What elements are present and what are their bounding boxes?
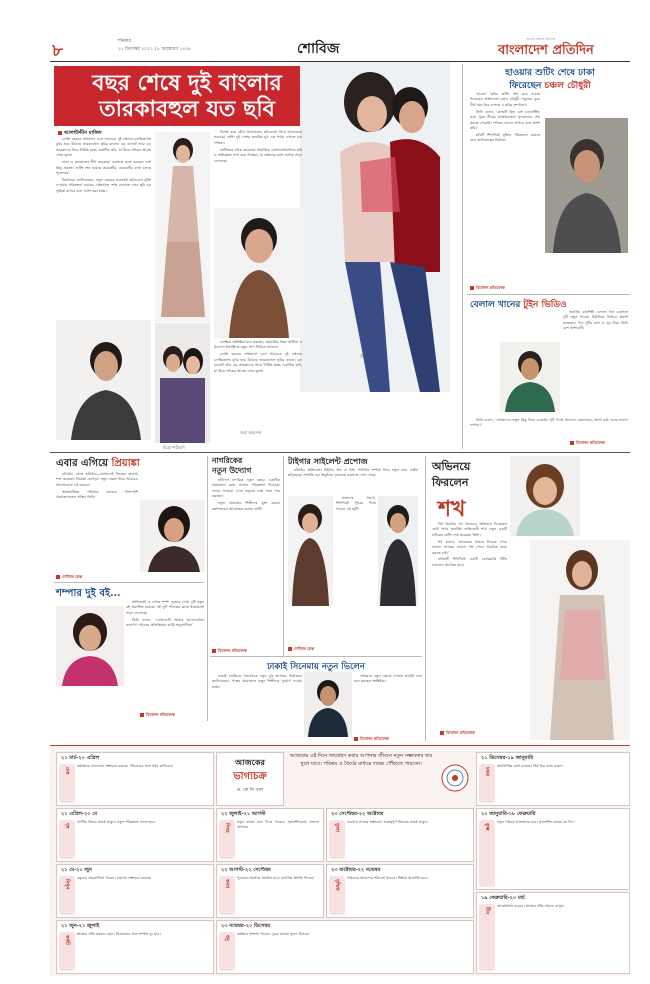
shokh-para: দীর্ঘ বিরতির পর আবারও অভিনয়ে ফিরেছেন ছোট পর্দার জনপ্রিয় অভিনেত্রী শখ। নতুন একটি নাটকের শুটিং শেষ করেছেন তিনি।	[432, 522, 507, 537]
sign-range: ২২ আগস্ট-২২ সেপ্টেম্বর	[221, 867, 271, 873]
sign-name: মীন	[479, 904, 495, 971]
sign-range: ২৩ নভেম্বর-২০ ডিসেম্বর	[221, 923, 271, 929]
bullet-icon	[570, 441, 574, 445]
dhaka-body-right	[354, 674, 422, 734]
horoscope-sign-virgo	[216, 864, 324, 918]
lead-para: চলতি বছরের শেষভাগে এসে আবারও দুই বাংলার চলচ্চিত্রাঙ্গন মুখর হয়ে উঠেছে তারকাবহুল ছবির কাজে। বড় বাজেট আর বড় তারকাদের নিয়ে নির্মিত হচ্ছে একাধিক ছবি, যা ঘিরে দর্শকের আগ্রহ এখন তুঙ্গে।	[56, 137, 151, 158]
natok-para: নতুন প্রজন্মের শিল্পীদের যুক্ত করতে কর্মশালারও আয়োজন করছে দলটি।	[212, 501, 280, 511]
sign-text: আর্থিক বিষয়ে সতর্ক থাকুন। নতুন পরিকল্পনা সফল হবে।	[77, 820, 156, 824]
hawa-para: ছবিটি শিগগিরই মুক্তির পরিকল্পনা রয়েছে বলে জানিয়েছেন নির্মাতা।	[470, 132, 540, 143]
natok-para: নাট্যদল নাগরিক নতুন বছরে একাধিক প্রযোজনা মঞ্চে আনার পরিকল্পনা নিয়েছে। দলের সদস্যরা এখন মহড়ায় ব্যস্ত সময় পার করছেন।	[212, 478, 280, 499]
horoscope-sign-aquarius	[476, 808, 630, 890]
sign-range: ২৩ সেপ্টেম্বর-২২ অক্টোবর	[331, 811, 384, 817]
belal-credit: বিনোদন প্রতিবেদক	[570, 440, 605, 447]
priyanka-para: বলিউড থেকে হলিউড—সবখানেই নিজের জায়গা শক্ত করেছেন প্রিয়াঙ্কা চোপড়া। নতুন প্রকল্প নিয়ে আবারও আলোচনায় এই তারকা।	[56, 472, 138, 487]
column-rule	[462, 64, 463, 449]
sign-text: পরিবারে আনন্দের পরিবেশ থাকবে। শিক্ষায় অগ্রগতি হবে।	[347, 876, 428, 880]
sign-range: ২১ মার্চ-২০ এপ্রিল	[61, 755, 100, 761]
sign-range: ২১ জুন-২১ জুলাই	[61, 923, 100, 929]
shokh-para: নাটকটি শিগগিরই একটি বেসরকারি টিভি চ্যানেলে প্রচারিত হবে।	[432, 557, 507, 567]
horoscope-sign-capricorn	[476, 752, 630, 806]
tiger-body-col	[336, 496, 376, 606]
priyanka-headline: এবার এগিয়ে প্রিয়াঙ্কা	[56, 458, 140, 469]
dhaka-credit: বিনোদন প্রতিবেদক	[354, 736, 389, 743]
lead-para: বিশেষ করে যৌথ প্রযোজনার ছবিগুলো নিয়ে আলোচনা সবচেয়ে বেশি। দুই দেশের জনপ্রিয় মুখ এক পর্দায় দেখতে চান দর্শকরা।	[214, 130, 302, 145]
lead-photo-couple	[300, 62, 450, 392]
belal-body	[563, 310, 628, 418]
page-number: ৮	[52, 41, 64, 61]
dhaka-para: দর্শকরাও নতুন চেহারা দেখতে আগ্রহী বলে মনে করছেন সংশ্লিষ্টরা।	[354, 674, 422, 684]
caption-dev: দেব	[262, 326, 268, 331]
dhaka-photo-villain	[304, 672, 352, 737]
shokh-photo-top	[510, 456, 580, 536]
lead-para: ঢাকা ও কলকাতার শীর্ষ তারকারা একসঙ্গে কাজ করছেন বেশ কিছু প্রকল্পে। শুটিং শেষ হয়েছে কয়েকটির, কয়েকটির কাজ চলছে পুরোদমে।	[56, 160, 151, 175]
lead-byline: আলাউদ্দীন মাজিদ	[58, 130, 102, 138]
lead-headline-box	[54, 66, 320, 126]
lead-headline-line1: বছর শেষে দুই বাংলার	[92, 70, 282, 96]
section-rule	[50, 452, 630, 453]
belal-headline-accent: টুইন ভিডিও	[523, 300, 567, 310]
section-rule	[210, 656, 422, 657]
section-title: শোবিজ	[297, 41, 340, 57]
bullet-icon	[212, 649, 216, 653]
shokh-para: শখ বলেন, ‘ক্যামেরার সামনে ফিরতে পেরে ভালো লাগছে। ভালো গল্প পেলে নিয়মিত কাজ করতে চাই।’	[432, 539, 507, 555]
sign-text: কর্মক্ষেত্রে সাফল্যের সম্ভাবনা রয়েছে। পরিবারের সঙ্গে সময় কাটাবেন।	[77, 764, 174, 768]
sign-text: নতুন কাজে হাত দিতে পারেন। সৃজনশীলতায় সাফল্য আসবে।	[237, 820, 319, 830]
hawa-para: ‘হাওয়া’ ছবির শুটিং শেষ করে ঢাকায় ফিরেছেন অভিনেতা চঞ্চল চৌধুরী। সমুদ্রের বুকে দীর্ঘ সময় ধরে চলেছে এ ছবির দৃশ্যধারণ।	[470, 92, 540, 107]
weekday: শনিবার	[118, 39, 131, 44]
tiger-para: ভক্তদের ধারণা, শিগগিরই সুখবর দিতে পারেন এই জুটি।	[336, 496, 376, 511]
bullet-icon	[440, 731, 444, 735]
sign-text: কর্মস্থলে প্রশংসা পাবেন। দূরের যাত্রায় সুফল মিলবে।	[237, 932, 310, 936]
caption-couple: মিমো-পরীমণি	[163, 445, 185, 450]
horoscope-intro: আজকের এই দিনে জন্মগ্রহণ করায় আপনার জীবনে নতুন সম্ভাবনার দ্বার খুলে যাবে। পরিশ্রম ও ধৈর্যের মাধ্যমে লক্ষ্যে পৌঁছাতে পারবেন।	[289, 753, 433, 767]
sign-range: ২১ ডিসেম্বর-১৯ জানুয়ারি	[481, 755, 534, 761]
priyanka-body	[56, 472, 138, 572]
hawa-name: চঞ্চল চৌধুরী	[544, 81, 591, 91]
sign-name: বৃশ্চিক	[329, 876, 345, 915]
caption-woman: জয়া আহসান	[240, 430, 262, 435]
hawa-body	[470, 92, 540, 282]
shokh-credit: বিনোদন প্রতিবেদক	[440, 730, 475, 737]
sign-name: তুলা	[329, 820, 345, 859]
sign-text: ব্যবসায় লাভের সম্ভাবনা। গুরুত্বপূর্ণ সিদ্ধান্তে সতর্ক থাকুন।	[347, 820, 428, 824]
sign-name: সিংহ	[219, 820, 235, 859]
lead-headline-line2: তারকাবহুল যত ছবি	[99, 96, 275, 122]
horoscope-sign-pisces	[476, 892, 630, 974]
section-rule	[54, 582, 204, 583]
lead-photo-woman-dress	[155, 132, 210, 322]
horoscope-author: ড. কে সি পাল	[237, 788, 263, 793]
shokh-body	[432, 522, 507, 712]
horoscope-sign-gemini	[56, 864, 214, 918]
tiger-credit: শোবিজ ডেস্ক	[288, 646, 314, 653]
lead-para: নির্মাতারা জানিয়েছেন, নতুন বছরের শুরুতেই ছবিগুলো মুক্তি দেওয়ার পরিকল্পনা রয়েছে। প্রেক্ষাগৃহে দর্শক ফেরাতে এসব ছবি বড় ভূমিকা রাখবে বলে আশা করা হচ্ছে।	[56, 177, 151, 193]
sign-text: আত্মবিশ্বাস বাড়বে। স্বাস্থ্যের প্রতি খেয়াল রাখুন।	[497, 904, 565, 908]
sign-range: ২২ জুলাই-২১ আগস্ট	[221, 811, 266, 817]
section-rule	[467, 294, 630, 295]
shampa-headline: শম্পার দুই বই...	[56, 588, 121, 599]
column-rule	[283, 456, 284, 656]
priyanka-para: আন্তর্জাতিক পরিসরে কাজের পাশাপাশি প্রযোজনাতেও সক্রিয় তিনি।	[56, 489, 138, 500]
lead-photo-couple-small	[155, 323, 210, 443]
bullet-icon	[354, 737, 358, 741]
sign-text: বন্ধুদের সহযোগিতা পাবেন। ভ্রমণের সম্ভাবনা রয়েছে।	[77, 876, 152, 880]
sign-name: বৃষ	[59, 820, 75, 859]
natok-credit: বিনোদন প্রতিবেদক	[212, 648, 247, 655]
column-rule	[425, 456, 426, 741]
horoscope-sign-libra	[326, 808, 474, 862]
priyanka-credit: শোবিজ ডেস্ক	[56, 574, 82, 581]
shokh-photo-full	[530, 540, 630, 740]
bullet-icon	[470, 286, 474, 290]
column-rule	[207, 456, 208, 721]
dhaka-body-left	[212, 674, 302, 734]
lead-photo-dev	[214, 208, 304, 338]
sign-name: মেষ	[59, 764, 75, 803]
shokh-name: শখ	[438, 496, 466, 522]
zodiac-wheel-icon	[440, 752, 470, 804]
tiger-photo-man	[378, 496, 418, 606]
tiger-photo-woman	[288, 496, 333, 606]
tiger-para: বলিউড অভিনেতা টাইগার শ্রফ ও দিশা পাটানির সম্পর্ক নিয়ে নতুন করে গুঞ্জন ছড়িয়েছে। সম্প্রতি এক অনুষ্ঠানে দুজনকে একসঙ্গে দেখা গেছে।	[288, 468, 418, 478]
hawa-headline-line1: হাওয়ার শুটিং শেষে ঢাকা	[505, 68, 595, 78]
shampa-para: অভিনেত্রী ও লেখক শম্পা রেজার লেখা দুটি নতুন বই প্রকাশিত হয়েছে। বই দুটি পাঠকের কাছে ইতোমধ্যে সাড়া ফেলেছে।	[126, 600, 204, 615]
page-header	[50, 37, 630, 59]
shampa-body	[126, 600, 204, 710]
sign-name: কন্যা	[219, 876, 235, 915]
lead-body-lower	[214, 340, 302, 440]
priyanka-name: প্রিয়াঙ্কা	[111, 458, 140, 469]
sign-text: অর্থপ্রাপ্তির যোগ রয়েছে। ধৈর্য ধরে কাজ করুন।	[497, 764, 563, 768]
horoscope-title-line2: ভাগ্যচক্র	[233, 771, 267, 782]
sign-name: কর্কট	[59, 932, 75, 971]
brand-tagline: সত্যের সন্ধানে প্রতিদিন	[526, 37, 556, 41]
bullet-icon	[140, 713, 144, 717]
issue-date: ১১ ডিসেম্বর ২০২১ | ৮ অগ্রহায়ণ ১৪২৮	[118, 47, 192, 52]
hawa-headline-line2: ফিরেছেন চঞ্চল চৌধুরী	[509, 81, 591, 91]
sign-text: পুরোনো সমস্যার সমাধান হবে। মানসিক প্রশান্তি পাবেন।	[237, 876, 315, 880]
horoscope-sign-sagittarius	[216, 920, 474, 974]
hawa-credit: বিনোদন প্রতিবেদক	[470, 285, 505, 292]
dhaka-headline: ঢাকাই সিনেমায় নতুন ভিলেন	[267, 662, 365, 672]
sign-range: ২১ এপ্রিল-২০ মে	[61, 811, 98, 817]
natok-headline-line1: নাগরিকের	[212, 456, 243, 465]
sign-text: নতুন পরিচয় লাভজনক হবে। সৃজনশীল কাজে মন দিন।	[497, 820, 575, 824]
belal-para: জনপ্রিয় কণ্ঠশিল্পী বেলাল খান একসঙ্গে দুটি নতুন গানের মিউজিক ভিডিও প্রকাশ করেছেন। গান দুটির কথা ও সুর নিয়ে তিনি বেশ আশাবাদী।	[563, 310, 628, 331]
horoscope-sign-aries	[56, 752, 214, 806]
shampa-photo	[56, 606, 124, 686]
natok-body	[212, 478, 280, 646]
lead-photo-man-left	[56, 320, 151, 440]
tiger-headline: টাইগার সাইলেন্ট প্রপোজ	[288, 456, 368, 466]
sign-range: ২১ মে-২০ জুন	[61, 867, 92, 873]
lead-body-left	[56, 137, 151, 315]
horoscope-sign-taurus	[56, 808, 214, 862]
bullet-icon	[288, 647, 292, 651]
shokh-headline-line1: অভিনয়ে	[432, 460, 471, 473]
caption-pair: সুদীপ-শাকিব	[360, 353, 380, 358]
belal-para: তিনি বলেন, ‘শ্রোতাদের নতুন কিছু দিতে চেয়েছি। দুটি গানই আলাদা মেজাজের, আশা করি সবার ভালো লাগবে।’	[470, 418, 628, 428]
lead-body-mid	[214, 130, 302, 206]
sign-range: ১৯ ফেব্রুয়ারি-২০ মার্চ	[481, 895, 525, 901]
lead-para: চলচ্চিত্র সংশ্লিষ্টরা মনে করছেন, মহামারির ধাক্কা কাটিয়ে এ উদ্যোগ ইন্ডাস্ট্রিতে নতুন প্রাণ ফিরিয়ে আনবে।	[214, 340, 302, 350]
sign-range: ২০ জানুয়ারি-১৮ ফেব্রুয়ারি	[481, 811, 536, 817]
shampa-para: তিনি বলেন, ‘লেখালেখি আমার ভালোবাসার জায়গা। পাঠকের প্রতিক্রিয়ায় আমি অনুপ্রাণিত।’	[126, 617, 204, 628]
brand-logo: বাংলাদেশ প্রতিদিন	[498, 43, 594, 58]
shampa-credit: বিনোদন প্রতিবেদক	[140, 712, 175, 719]
sign-name: মিথুন	[59, 876, 75, 915]
sign-name: মকর	[479, 764, 495, 803]
bullet-icon	[58, 131, 62, 135]
sign-text: স্বাস্থ্যের প্রতি যত্নবান হোন। প্রিয়জনের সঙ্গে সম্পর্ক দৃঢ় হবে।	[77, 932, 161, 936]
belal-photo	[500, 342, 560, 412]
horoscope-sign-leo	[216, 808, 324, 862]
dhaka-para: ঢাকাই চলচ্চিত্রে খলচরিত্রে নতুন মুখ আসছে। নির্মাতারা জানিয়েছেন, গল্পের প্রয়োজনে নতুন শিল্পীদের সুযোগ দেওয়া হচ্ছে।	[212, 674, 302, 689]
bullet-icon	[56, 575, 60, 579]
hawa-para: তিনি বলেন, ‘কাজটি ছিল বেশ চ্যালেঞ্জিং। তবে পুরো টিমের আন্তরিকতায় সুন্দরভাবে শেষ করতে পেরেছি। দর্শকের ভালো লাগবে বলে আশা করি।’	[470, 109, 540, 130]
sign-name: কুম্ভ	[479, 820, 495, 887]
lead-para: শুটিংয়ের ফাঁকে তারকারা সামাজিক যোগাযোগমাধ্যমে ছবি ও অভিজ্ঞতা ভাগ করে নিচ্ছেন, যা ভক্তদের মধ্যে ব্যাপক সাড়া ফেলেছে।	[214, 147, 302, 163]
horoscope-title-box	[216, 752, 284, 806]
sign-name: ধনু	[219, 932, 235, 971]
sign-range: ২৩ অক্টোবর-২২ নভেম্বর	[331, 867, 381, 873]
shokh-headline-line2: ফিরলেন	[432, 476, 469, 489]
tiger-body	[288, 468, 418, 490]
horoscope-sign-cancer	[56, 920, 214, 974]
horoscope-title-line1: আজকের	[235, 757, 265, 767]
priyanka-photo	[140, 500, 205, 572]
hawa-photo-chanchal	[545, 118, 628, 253]
natok-headline-line2: নতুন উদ্যোগ	[212, 466, 252, 475]
belal-headline: বেলাল খানের টুইন ভিডিও	[470, 300, 567, 310]
lead-para: চলতি বছরের শেষভাগে এসে আবারও দুই বাংলার চলচ্চিত্রাঙ্গন মুখর হয়ে উঠেছে তারকাবহুল ছবির কাজে। বড় বাজেট আর বড় তারকাদের নিয়ে নির্মিত হচ্ছে একাধিক ছবি, যা ঘিরে দর্শকের আগ্রহ এখন তুঙ্গে।	[214, 352, 302, 373]
horoscope-sign-scorpio	[326, 864, 474, 918]
